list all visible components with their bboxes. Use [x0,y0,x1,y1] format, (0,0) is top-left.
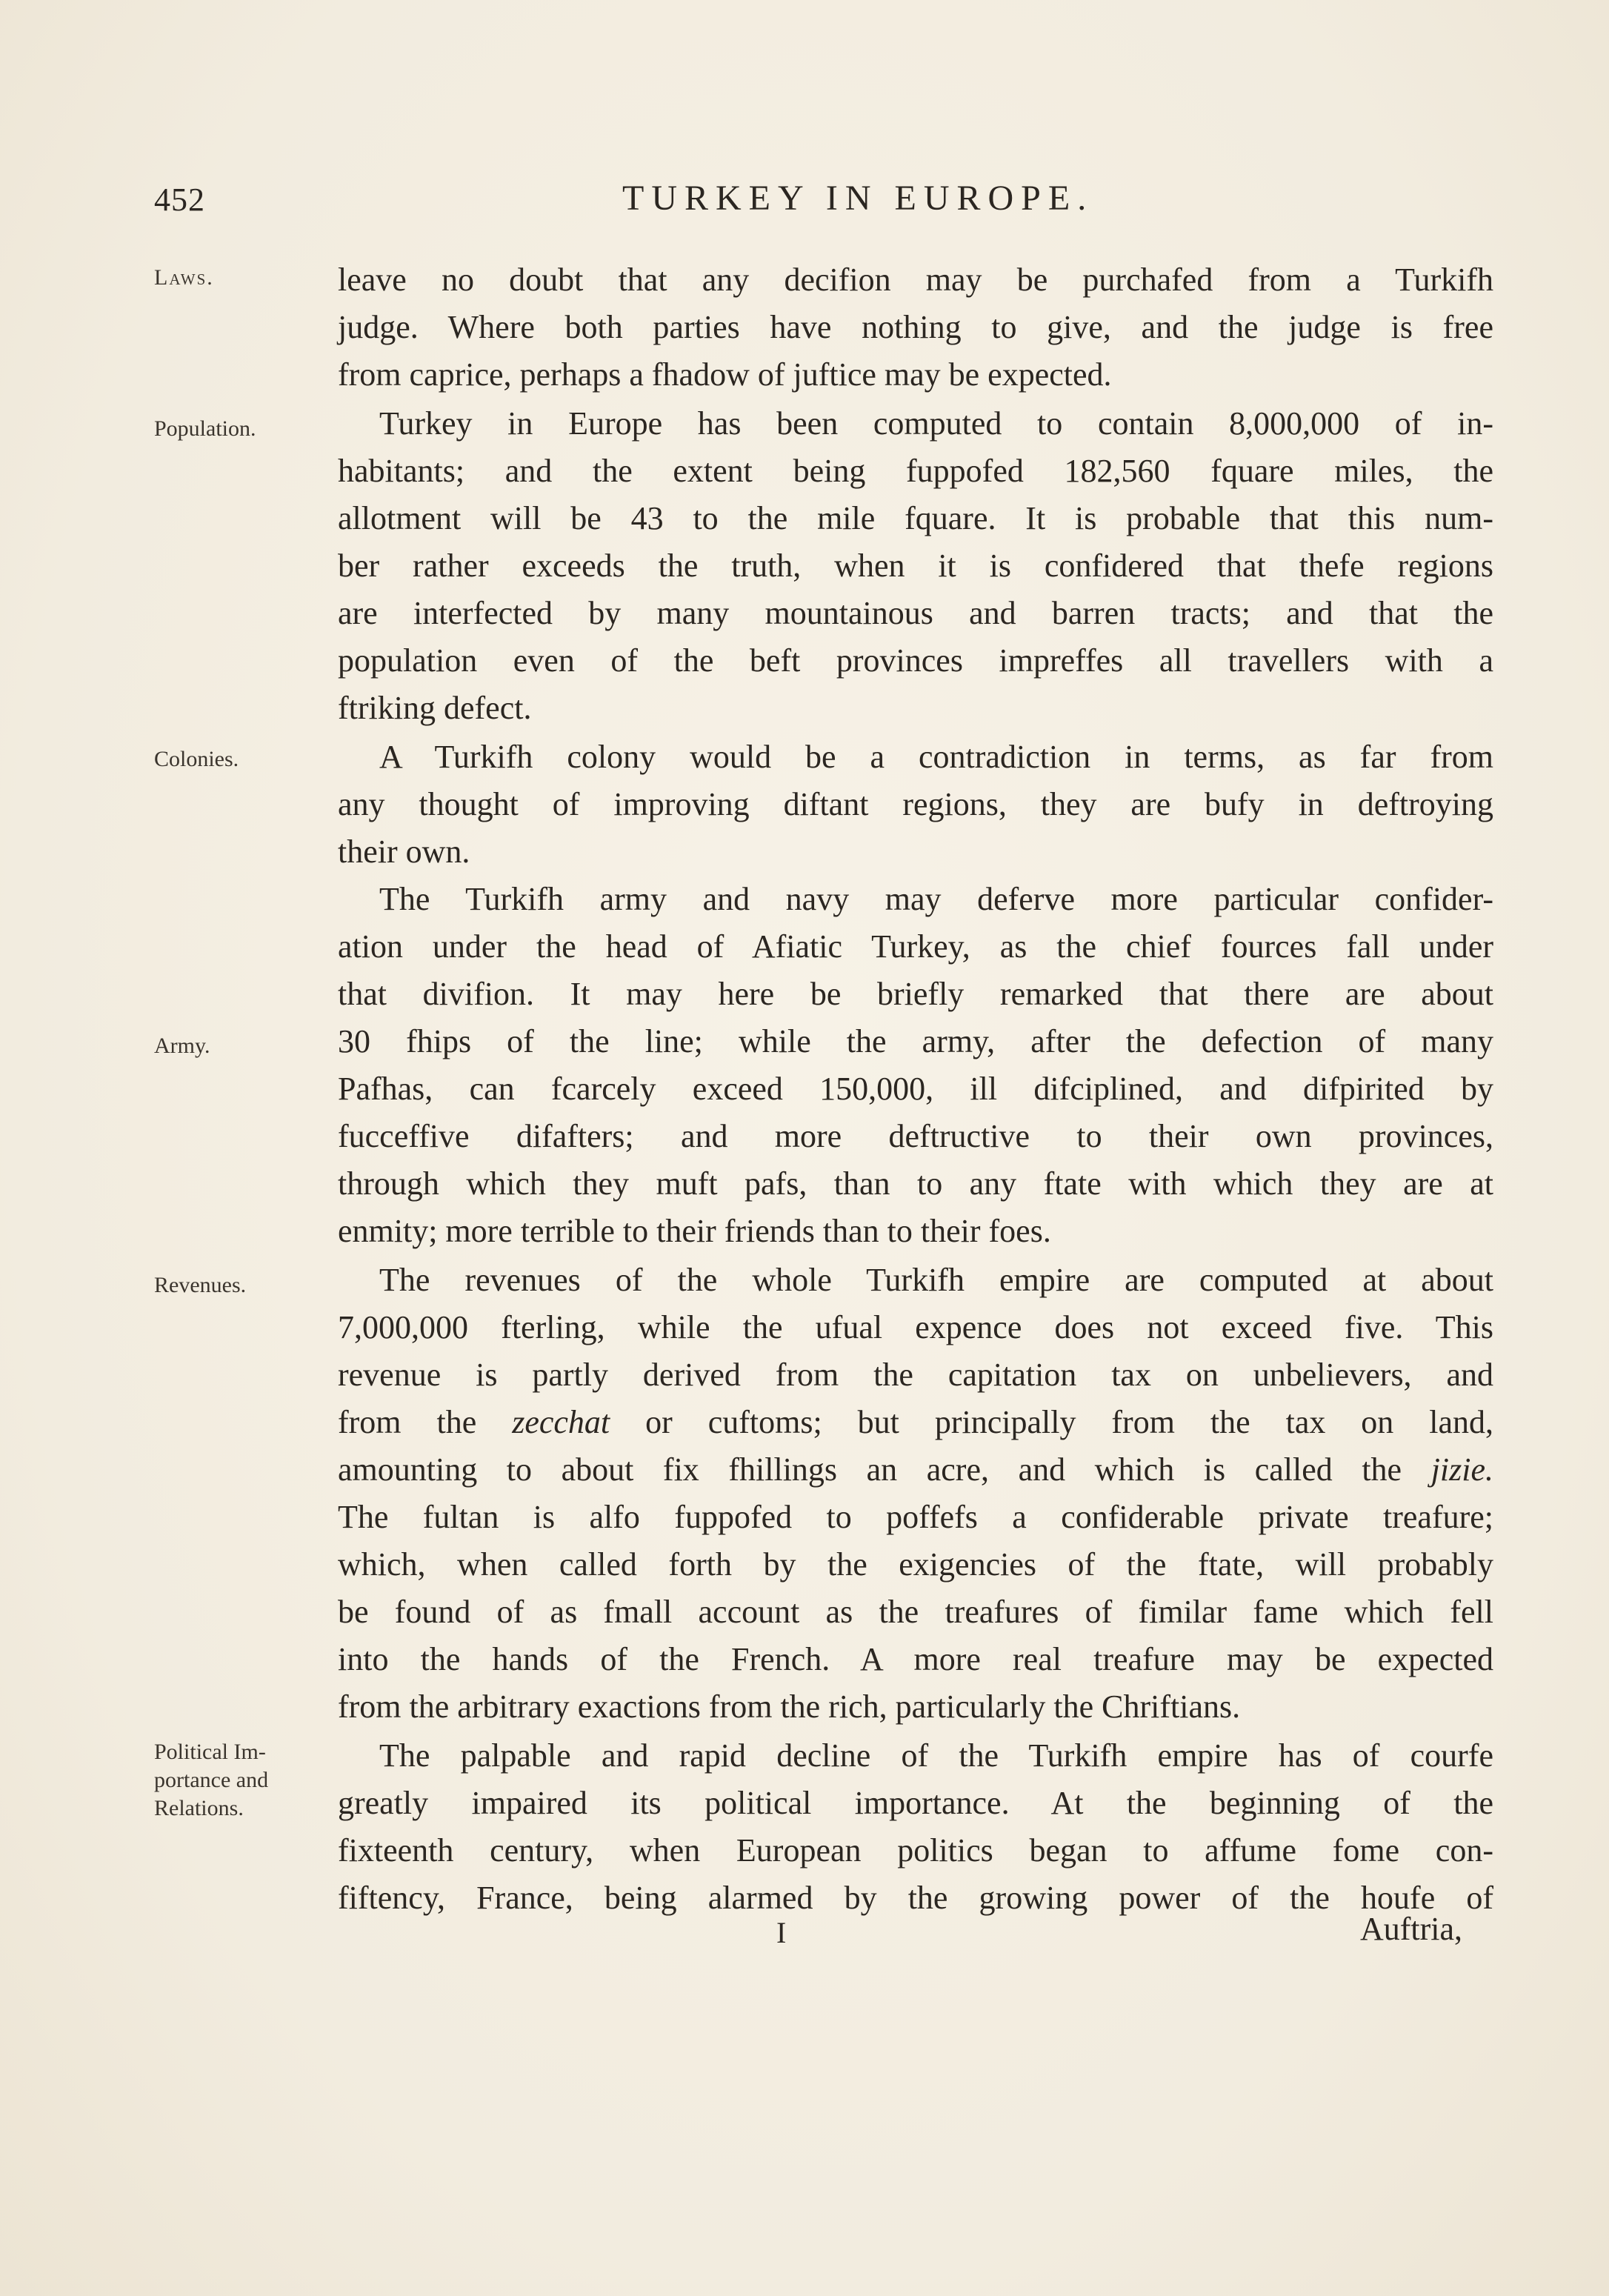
text-line: habitants; and the extent being fuppofed 182,560 fquare miles, the [338,453,1493,489]
margin-note-laws: Laws. [154,265,214,290]
text-line: which, when called forth by the exigencies of the ftate, will probably [338,1546,1493,1583]
text-fragment: from the [338,1404,477,1440]
text-line: revenue is partly derived from the capitation tax on unbelievers, and [338,1357,1493,1393]
text-line: The revenues of the whole Turkifh empire are computed at about [379,1262,1493,1298]
catchword: Auftria, [1360,1911,1463,1947]
text-line: from caprice, perhaps a fhadow of juftice may be expected. [338,356,1112,393]
margin-note-revenues: Revenues. [154,1273,247,1297]
text-line: are interfected by many mountainous and barren tracts; and that the [338,595,1493,631]
text-line: fixteenth century, when European politics began to affume fome con- [338,1832,1493,1869]
page-number: 452 [154,182,205,218]
text-line: 30 fhips of the line; while the army, after the defection of many [338,1023,1493,1059]
text-line: ber rather exceeds the truth, when it is confidered that thefe regions [338,548,1493,584]
text-line: be found of as fmall account as the treafures of fimilar fame which fell [338,1594,1493,1630]
text-line: enmity; more terrible to their friends than to their foes. [338,1213,1051,1249]
text-line: fucceffive difafters; and more deftructive to their own provinces, [338,1118,1493,1154]
text-line: judge. Where both parties have nothing to give, and the judge is free [338,309,1493,345]
text-line: that divifion. It may here be briefly remarked that there are about [338,976,1493,1012]
margin-note-political-1: Political Im- [154,1740,266,1764]
signature-mark: I [776,1916,787,1949]
margin-note-population: Population. [154,416,256,441]
text-line: greatly impaired its political importance. At the beginning of the [338,1785,1493,1821]
text-line: 7,000,000 fterling, while the ufual expence does not exceed five. This [338,1309,1493,1345]
margin-note-political-2: portance and [154,1768,269,1792]
text-line: A Turkifh colony would be a contradiction in terms, as far from [379,739,1493,775]
text-line: Turkey in Europe has been computed to contain 8,000,000 of in- [379,405,1493,442]
text-fragment: amounting to about fix fhillings an acre, and which is called the [338,1451,1402,1488]
margin-note-colonies: Colonies. [154,747,239,771]
text-line: ation under the head of Afiatic Turkey, as the chief fources fall under [338,928,1493,965]
running-title: TURKEY IN EUROPE. [622,179,1094,218]
italic-term: jizie. [1430,1451,1494,1488]
margin-note-political-3: Relations. [154,1796,244,1820]
text-line: Pafhas, can fcarcely exceed 150,000, ill difciplined, and difpirited by [338,1071,1493,1107]
text-line: allotment will be 43 to the mile fquare. It is probable that this num- [338,500,1493,536]
text-line: population even of the beft provinces impreffes all travellers with a [338,642,1493,679]
text-line: from the arbitrary exactions from the rich, particularly the Chriftians. [338,1688,1241,1725]
text-line: The fultan is alfo fuppofed to poffefs a confiderable private treafure; [338,1499,1493,1535]
text-line [338,1399,1493,1446]
text-line: The palpable and rapid decline of the Turkifh empire has of courfe [379,1737,1493,1774]
text-line: fiftency, France, being alarmed by the growing power of the houfe of [338,1880,1493,1916]
text-line: into the hands of the French. A more real treafure may be expected [338,1641,1493,1677]
text-line: The Turkifh army and navy may deferve more particular confider- [379,881,1493,917]
text-line: their own. [338,833,470,870]
text-line [338,1446,1493,1494]
margin-note-army: Army. [154,1034,210,1058]
text-fragment: or cuftoms; but principally from the tax on land, [645,1404,1494,1440]
text-line: through which they muft pafs, than to any ftate with which they are at [338,1165,1493,1202]
text-line: leave no doubt that any decifion may be purchafed from a Turkifh [338,262,1493,298]
text-line: ftriking defect. [338,690,532,726]
italic-term: zecchat [512,1404,610,1440]
text-line: any thought of improving diftant regions, they are bufy in deftroying [338,786,1493,822]
